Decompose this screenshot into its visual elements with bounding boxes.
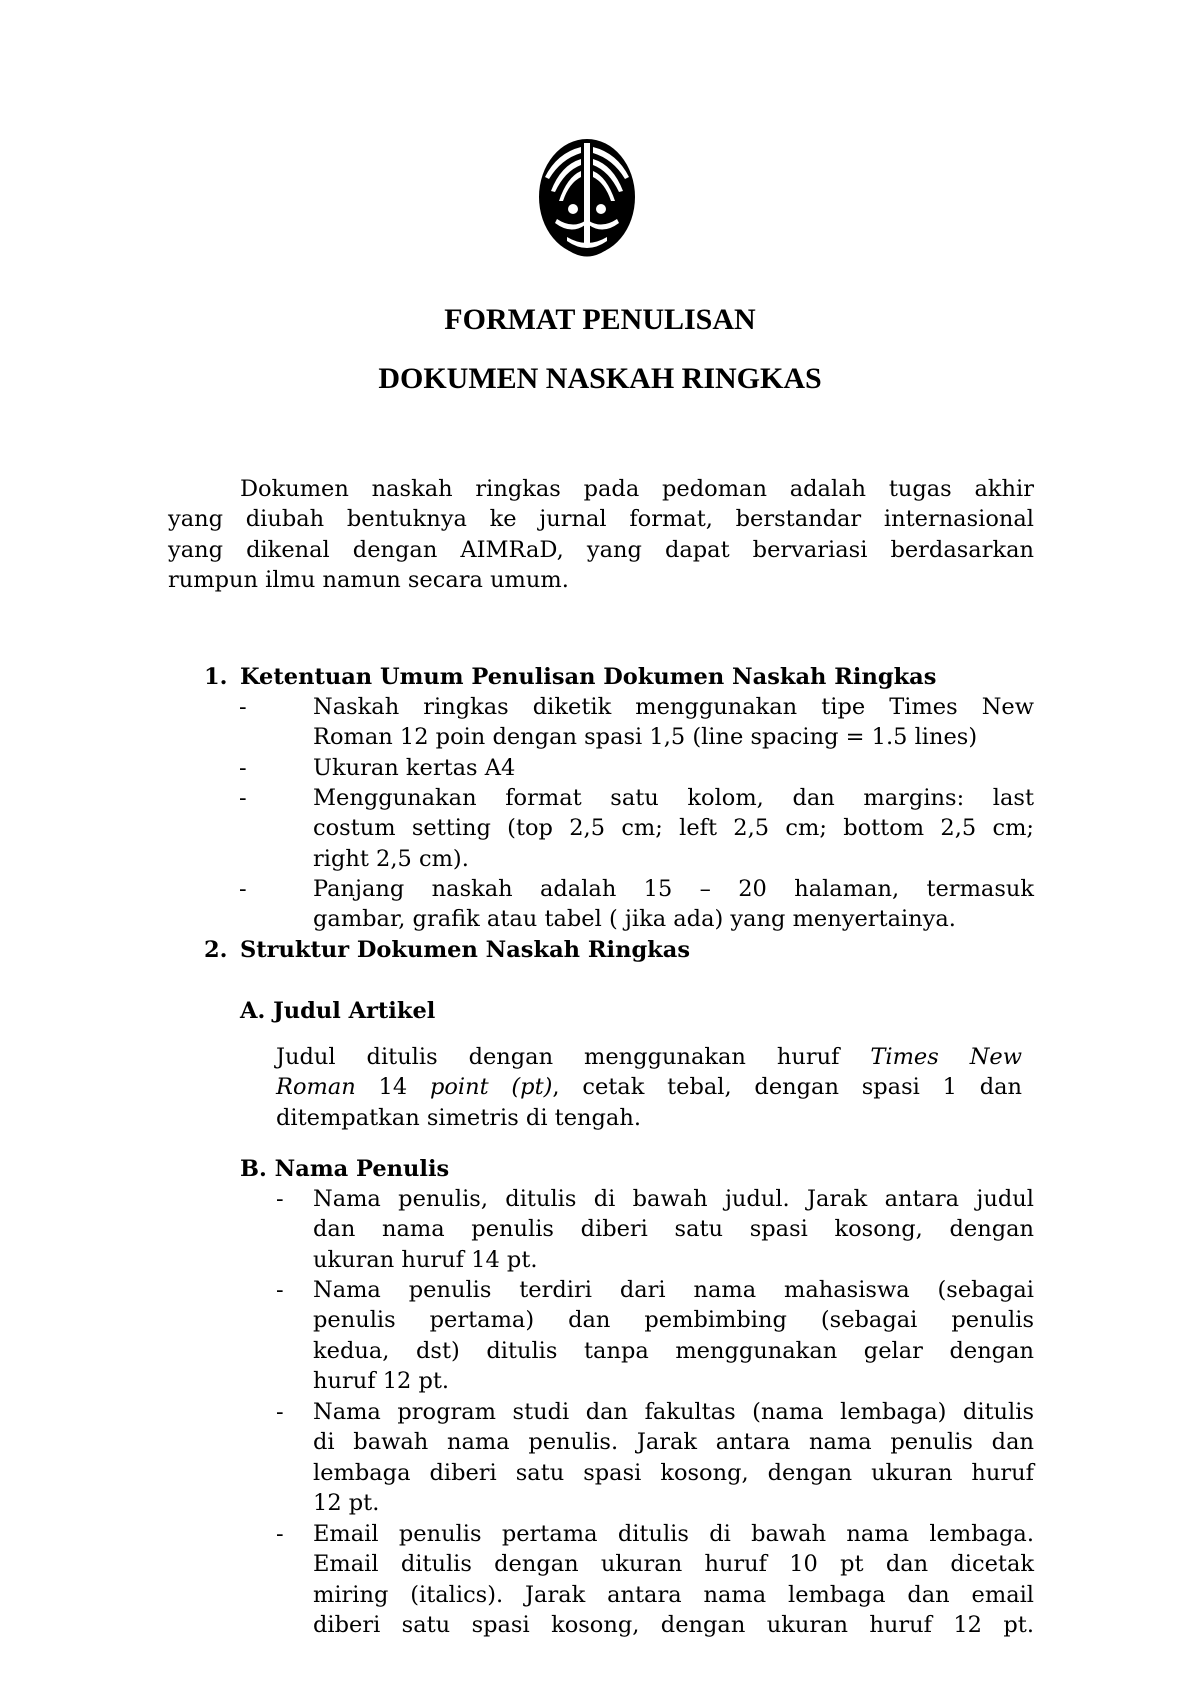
item-line: ukuran huruf 14 pt. bbox=[313, 1246, 538, 1273]
section-1-item bbox=[313, 874, 1034, 935]
subsection-b-item bbox=[313, 1519, 1034, 1641]
item-line: costum setting (top 2,5 cm; left 2,5 cm; bottom 2,5 cm; bbox=[313, 815, 1034, 842]
bullet-dash: - bbox=[239, 694, 247, 720]
intro-line: Dokumen naskah ringkas pada pedoman adalah tugas akhir bbox=[240, 476, 1034, 502]
item-line: Panjang naskah adalah 15 – 20 halaman, termasuk bbox=[313, 876, 1034, 902]
bullet-dash: - bbox=[276, 1521, 284, 1547]
bullet-dash: - bbox=[239, 785, 247, 811]
section-1-item bbox=[313, 753, 1034, 783]
item-line: Nama penulis, ditulis di bawah judul. Jarak antara judul bbox=[313, 1186, 1034, 1212]
item-line: right 2,5 cm). bbox=[313, 845, 469, 872]
item-line: kedua, dst) ditulis tanpa menggunakan gelar dengan bbox=[313, 1337, 1034, 1364]
intro-paragraph bbox=[168, 474, 1034, 596]
item-line: dan nama penulis diberi satu spasi kosong, dengan bbox=[313, 1216, 1034, 1243]
item-line: Email ditulis dengan ukuran huruf 10 pt dan dicetak bbox=[313, 1551, 1034, 1578]
document-title-line-2: DOKUMEN NASKAH RINGKAS bbox=[378, 362, 822, 395]
intro-line: yang diubah bentuknya ke jurnal format, berstandar internasional bbox=[168, 506, 1034, 533]
item-line: diberi satu spasi kosong, dengan ukuran huruf 12 pt. bbox=[313, 1612, 1034, 1639]
bullet-dash: - bbox=[276, 1186, 284, 1212]
item-line: penulis pertama) dan pembimbing (sebagai penulis bbox=[313, 1307, 1034, 1334]
document-title-line-1: FORMAT PENULISAN bbox=[444, 303, 756, 336]
subsection-b-item bbox=[313, 1184, 1034, 1275]
section-1-item bbox=[313, 783, 1034, 874]
subsection-b-heading: B. Nama Penulis bbox=[240, 1156, 450, 1182]
item-line: Naskah ringkas diketik menggunakan tipe Times New bbox=[313, 694, 1034, 720]
intro-line: yang dikenal dengan AIMRaD, yang dapat bervariasi berdasarkan bbox=[168, 536, 1034, 563]
subsection-a-paragraph bbox=[276, 1042, 1022, 1133]
intro-line: rumpun ilmu namun secara umum. bbox=[168, 567, 569, 594]
bullet-dash: - bbox=[276, 1277, 284, 1303]
bullet-dash: - bbox=[239, 876, 247, 902]
item-line: miring (italics). Jarak antara nama lembaga dan email bbox=[313, 1581, 1034, 1608]
item-line: huruf 12 pt. bbox=[313, 1368, 450, 1395]
item-line: gambar, grafik atau tabel ( jika ada) yang menyertainya. bbox=[313, 906, 956, 933]
subsection-a-heading: A. Judul Artikel bbox=[240, 998, 436, 1024]
subsection-b-item bbox=[313, 1397, 1034, 1519]
bullet-dash: - bbox=[239, 755, 247, 781]
item-line: Roman 12 poin dengan spasi 1,5 (line spacing = 1.5 lines) bbox=[313, 724, 978, 751]
item-line: di bawah nama penulis. Jarak antara nama penulis dan bbox=[313, 1429, 1034, 1456]
para-line: ditempatkan simetris di tengah. bbox=[276, 1104, 641, 1131]
section-2-heading: Struktur Dokumen Naskah Ringkas bbox=[240, 937, 691, 963]
section-1-heading: Ketentuan Umum Penulisan Dokumen Naskah Ringkas bbox=[240, 664, 937, 690]
item-line: lembaga diberi satu spasi kosong, dengan ukuran huruf bbox=[313, 1459, 1034, 1486]
subsection-b-item bbox=[313, 1275, 1034, 1397]
para-line: Roman 14 point (pt), cetak tebal, dengan spasi 1 dan bbox=[276, 1074, 1023, 1101]
item-line: Menggunakan format satu kolom, dan margins: last bbox=[313, 785, 1034, 811]
item-line: 12 pt. bbox=[313, 1490, 380, 1517]
item-line: Ukuran kertas A4 bbox=[313, 755, 516, 781]
item-line: Nama penulis terdiri dari nama mahasiswa (sebagai bbox=[313, 1277, 1034, 1303]
section-1-number: 1. bbox=[204, 664, 228, 690]
item-line: Nama program studi dan fakultas (nama lembaga) ditulis bbox=[313, 1399, 1034, 1425]
university-emblem-logo bbox=[537, 137, 637, 263]
bullet-dash: - bbox=[276, 1399, 284, 1425]
section-1-item bbox=[313, 692, 1034, 753]
item-line: Email penulis pertama ditulis di bawah nama lembaga. bbox=[313, 1521, 1034, 1547]
para-line: Judul ditulis dengan menggunakan huruf Times New bbox=[276, 1044, 1022, 1070]
section-2-number: 2. bbox=[204, 937, 228, 963]
